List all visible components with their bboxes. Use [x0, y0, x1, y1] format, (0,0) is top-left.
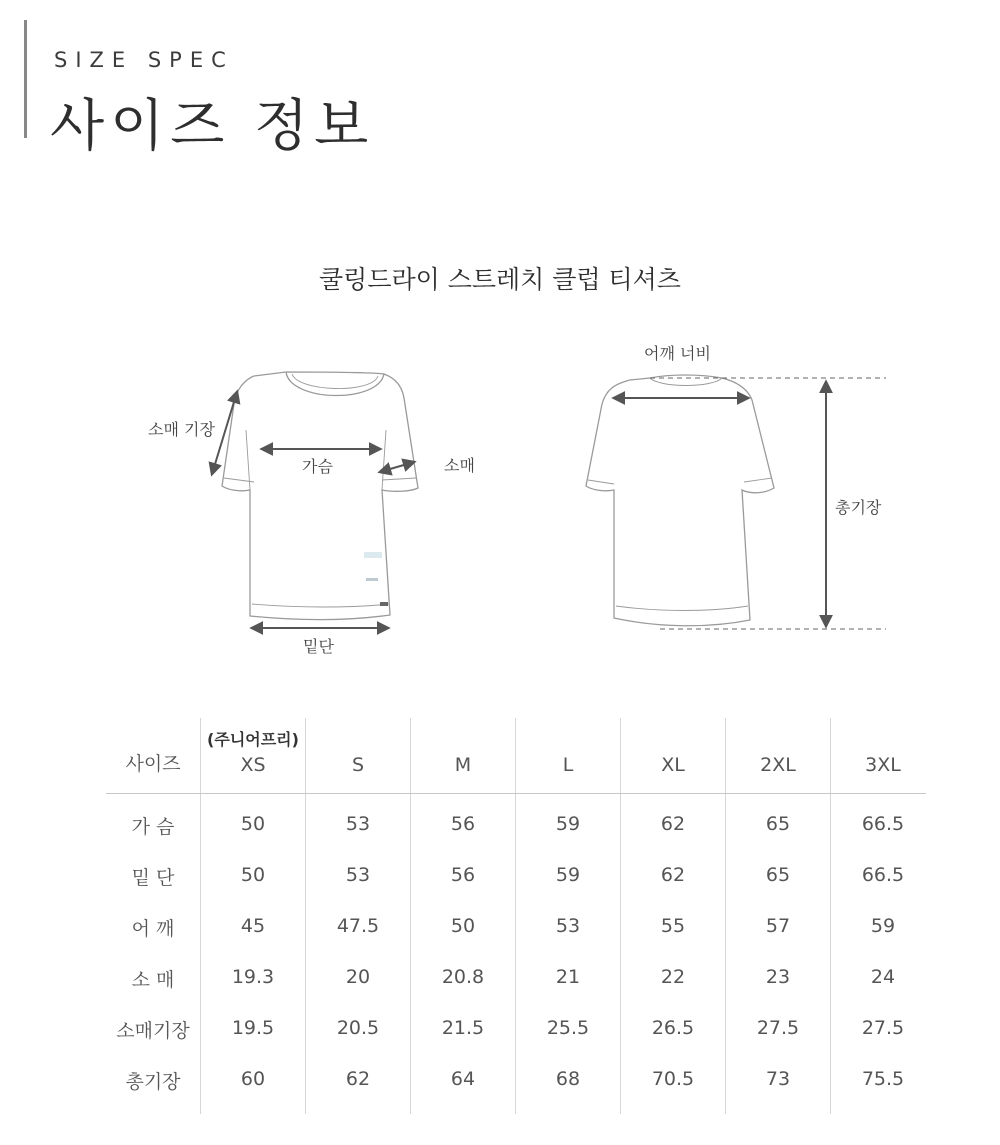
- table-cell: 47.5: [336, 915, 380, 937]
- size-spec-subtitle: SIZE SPEC: [54, 48, 234, 72]
- table-cell: 65: [765, 813, 791, 835]
- table-cell: 75.5: [861, 1068, 905, 1090]
- row-label-shoulder: 어 깨: [131, 918, 175, 940]
- table-cell: 64: [450, 1068, 476, 1090]
- table-cell: 25.5: [546, 1017, 590, 1039]
- row-label-hem: 밑 단: [131, 867, 175, 889]
- table-cell: 59: [555, 813, 581, 835]
- table-cell: 27.5: [756, 1017, 800, 1039]
- table-cell: 62: [345, 1068, 371, 1090]
- table-cell: 19.3: [231, 966, 275, 988]
- table-cell: 62: [660, 813, 686, 835]
- table-cell: 65: [765, 864, 791, 886]
- table-cell: 22: [660, 966, 686, 988]
- table-cell: 20: [345, 966, 371, 988]
- product-name: 쿨링드라이 스트레치 클럽 티셔츠: [319, 265, 681, 294]
- table-cell: 66.5: [861, 813, 905, 835]
- size-header-s: S: [351, 754, 365, 776]
- table-cell: 62: [660, 864, 686, 886]
- table-cell: 50: [240, 864, 266, 886]
- table-cell: 59: [555, 864, 581, 886]
- size-header-xs: XS: [240, 754, 266, 776]
- shoulder-width-label: 어깨 너비: [644, 344, 711, 363]
- total-length-label: 총기장: [835, 498, 882, 517]
- table-cell: 56: [450, 864, 476, 886]
- table-cell: 56: [450, 813, 476, 835]
- table-cell: 53: [555, 915, 581, 937]
- back-tshirt-drawing: [586, 375, 774, 626]
- table-cell: 26.5: [651, 1017, 695, 1039]
- sleeve-label: 소매: [444, 456, 475, 475]
- table-cell: 53: [345, 864, 371, 886]
- table-cell: 68: [555, 1068, 581, 1090]
- sleeve-length-arrow: [212, 392, 237, 474]
- front-tshirt-drawing: [222, 372, 418, 620]
- table-cell: 53: [345, 813, 371, 835]
- junior-free-note: (주니어프리): [207, 730, 299, 749]
- table-cell: 21: [555, 966, 581, 988]
- size-header-3xl: 3XL: [865, 754, 901, 776]
- table-cell: 59: [870, 915, 896, 937]
- size-header-l: L: [562, 754, 574, 776]
- page-title: 사이즈 정보: [50, 94, 375, 159]
- table-cell: 60: [240, 1068, 266, 1090]
- size-header-2xl: 2XL: [760, 754, 796, 776]
- table-header-rule: [106, 793, 926, 794]
- table-cell: 20.5: [336, 1017, 380, 1039]
- sleeve-length-label: 소매 기장: [148, 420, 215, 439]
- table-cell: 24: [870, 966, 896, 988]
- table-cell: 27.5: [861, 1017, 905, 1039]
- row-label-total-length: 총기장: [125, 1071, 181, 1093]
- chest-label: 가슴: [302, 457, 333, 476]
- table-cell: 50: [450, 915, 476, 937]
- table-cell: 20.8: [441, 966, 485, 988]
- table-cell: 19.5: [231, 1017, 275, 1039]
- table-cell: 66.5: [861, 864, 905, 886]
- row-label-sleeve-length: 소매기장: [116, 1020, 190, 1042]
- table-cell: 57: [765, 915, 791, 937]
- sleeve-arrow: [380, 462, 414, 472]
- row-label-sleeve: 소 매: [131, 969, 175, 991]
- table-cell: 45: [240, 915, 266, 937]
- table-cell: 55: [660, 915, 686, 937]
- size-header-xl: XL: [661, 754, 685, 776]
- hem-label: 밑단: [303, 637, 334, 656]
- table-cell: 21.5: [441, 1017, 485, 1039]
- table-header-size-label: 사이즈: [125, 753, 181, 775]
- table-cell: 23: [765, 966, 791, 988]
- table-cell: 70.5: [651, 1068, 695, 1090]
- table-cell: 50: [240, 813, 266, 835]
- table-cell: 73: [765, 1068, 791, 1090]
- size-header-m: M: [454, 754, 472, 776]
- row-label-chest: 가 슴: [131, 816, 175, 838]
